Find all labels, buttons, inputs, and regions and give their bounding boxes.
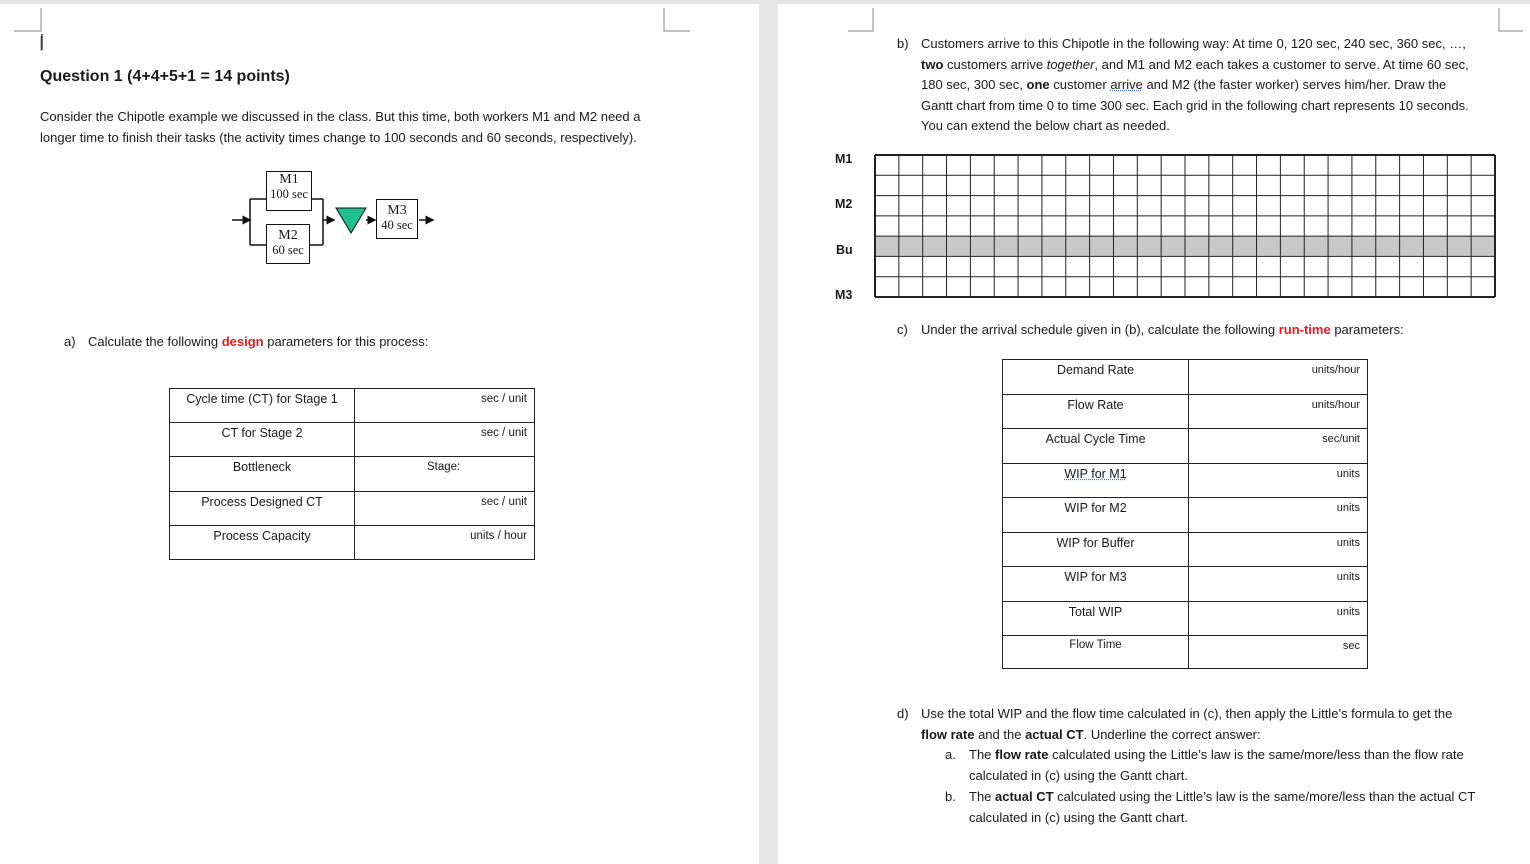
part-b-line-2 <box>921 55 1469 76</box>
m2-name: M2 <box>278 228 298 243</box>
table-row <box>1003 567 1368 602</box>
runtime-answer-cell[interactable] <box>1189 429 1368 464</box>
part-a-text-after: parameters for this process: <box>263 334 429 349</box>
design-answer-cell[interactable] <box>355 423 535 457</box>
table-row <box>1003 602 1368 636</box>
design-highlight: design <box>221 334 264 349</box>
runtime-label <box>1003 464 1189 498</box>
m3-name: M3 <box>387 203 407 218</box>
runtime-unit: units <box>1336 571 1360 583</box>
design-answer-cell[interactable] <box>355 389 535 423</box>
design-label: Process Capacity <box>170 526 355 560</box>
runtime-unit: units <box>1336 606 1360 618</box>
runtime-label: Total WIP <box>1003 602 1189 636</box>
m2-time: 60 sec <box>272 243 304 257</box>
part-c-text-before: Under the arrival schedule given in (b), calculate the following <box>921 322 1279 337</box>
part-a-prompt <box>88 332 428 353</box>
question-title: Question 1 (4+4+5+1 = 14 points) <box>40 68 290 85</box>
wip-m1-label: WIP for M1 <box>1064 467 1127 481</box>
part-b-l3-b: customer <box>1049 77 1111 92</box>
part-c-marker: c) <box>897 322 908 337</box>
runtime-answer-cell[interactable] <box>1189 395 1368 429</box>
part-b-line-4: Gantt chart from time 0 to time 300 sec. Each grid in the following chart represents 10 seconds. <box>921 98 1469 113</box>
two-bold: two <box>921 57 944 72</box>
one-bold: one <box>1026 77 1050 92</box>
runtime-answer-cell[interactable] <box>1189 360 1368 395</box>
intro-line-1: Consider the Chipotle example we discussed in the class. But this time, both workers M1 and M2 need a <box>40 109 641 124</box>
gantt-row-label-m3: M3 <box>835 288 853 302</box>
runtime-label: WIP for Buffer <box>1003 533 1189 567</box>
runtime-unit: units/hour <box>1311 364 1360 376</box>
sub-item-b-pre: The <box>969 789 996 804</box>
table-row <box>170 423 535 457</box>
runtime-answer-cell[interactable] <box>1189 567 1368 602</box>
table-row <box>170 492 535 526</box>
runtime-answer-cell[interactable] <box>1189 464 1368 498</box>
runtime-unit: sec/unit <box>1322 433 1360 445</box>
m3-station-box <box>376 199 418 239</box>
sub-item-a-line-2: calculated in (c) using the Gantt chart. <box>969 768 1188 783</box>
arrive-underlined: arrive <box>1110 77 1143 92</box>
buffer-triangle-icon <box>336 208 366 233</box>
design-label: CT for Stage 2 <box>170 423 355 457</box>
table-row <box>170 526 535 560</box>
runtime-unit: units <box>1336 537 1360 549</box>
runtime-label: Flow Rate <box>1003 395 1189 429</box>
part-b-l2-b: , and M1 and M2 each takes a customer to serve. At time 60 sec, <box>1094 57 1469 72</box>
part-b-l3-c: and M2 (the faster worker) serves him/her. Draw the <box>1142 77 1447 92</box>
crop-mark-top-left <box>14 6 44 52</box>
part-d-l2-c: . Underline the correct answer: <box>1083 727 1261 742</box>
runtime-label: Flow Time <box>1003 636 1189 669</box>
design-unit: units / hour <box>470 530 527 542</box>
design-parameters-table <box>169 388 535 560</box>
runtime-label: Actual Cycle Time <box>1003 429 1189 464</box>
table-row <box>1003 464 1368 498</box>
runtime-answer-cell[interactable] <box>1189 533 1368 567</box>
m1-name: M1 <box>279 172 299 187</box>
design-answer-cell[interactable] <box>355 526 535 560</box>
sub-item-a-marker: a. <box>945 747 956 762</box>
part-b-line-3 <box>921 75 1446 96</box>
runtime-label: WIP for M3 <box>1003 567 1189 602</box>
runtime-unit: units/hour <box>1311 399 1360 411</box>
sub-item-b-line-1 <box>969 787 1475 808</box>
page-2 <box>778 4 1530 864</box>
m1-station-box <box>266 171 312 211</box>
m1-time: 100 sec <box>270 187 308 201</box>
run-time-highlight: run-time <box>1278 322 1331 337</box>
sub-item-b-marker: b. <box>945 789 956 804</box>
table-row <box>1003 533 1368 567</box>
part-a-marker: a) <box>64 334 76 349</box>
actual-ct-bold: actual CT <box>1025 727 1084 742</box>
sub-item-a-line-1 <box>969 745 1464 766</box>
sub-item-a-bold: flow rate <box>995 747 1049 762</box>
flow-rate-bold: flow rate <box>921 727 975 742</box>
gantt-row-label-m1: M1 <box>835 152 853 166</box>
runtime-label: WIP for M2 <box>1003 498 1189 533</box>
part-b-line-5: You can extend the below chart as needed. <box>921 118 1170 133</box>
design-label: Process Designed CT <box>170 492 355 526</box>
bottleneck-stage-prefix: Stage: <box>427 461 461 473</box>
part-d-line-2 <box>921 725 1261 746</box>
design-answer-cell[interactable] <box>355 492 535 526</box>
design-unit: sec / unit <box>480 393 527 405</box>
runtime-answer-cell[interactable] <box>1189 498 1368 533</box>
intro-line-2: longer time to finish their tasks (the activity times change to 100 seconds and 60 seconds, respectively). <box>40 130 637 145</box>
runtime-answer-cell[interactable] <box>1189 636 1368 669</box>
table-row <box>170 457 535 492</box>
table-row <box>1003 360 1368 395</box>
part-d-line-1: Use the total WIP and the flow time calculated in (c), then apply the Little’s formula to get the <box>921 706 1453 721</box>
part-d-l2-a: and the <box>974 727 1026 742</box>
sub-item-a-pre: The <box>969 747 996 762</box>
gantt-row-label-buffer: Bu <box>836 243 853 257</box>
table-row <box>1003 636 1368 669</box>
part-b-l3-a: 180 sec, 300 sec, <box>921 77 1027 92</box>
m3-time: 40 sec <box>381 218 413 232</box>
part-b-marker: b) <box>897 36 909 51</box>
part-d-marker: d) <box>897 706 909 721</box>
table-row <box>1003 498 1368 533</box>
design-label: Cycle time (CT) for Stage 1 <box>170 389 355 423</box>
gantt-chart-grid[interactable] <box>873 153 1497 299</box>
crop-mark-top-left <box>848 6 876 34</box>
m2-station-box <box>266 224 310 264</box>
crop-mark-top-right <box>1497 6 1525 34</box>
gantt-row-label-m2: M2 <box>835 197 853 211</box>
design-unit: sec / unit <box>480 496 527 508</box>
together-italic: together <box>1046 57 1095 72</box>
sub-item-b-line-2: calculated in (c) using the Gantt chart. <box>969 810 1188 825</box>
part-a-text-before: Calculate the following <box>88 334 222 349</box>
runtime-unit: units <box>1336 468 1360 480</box>
crop-mark-top-right <box>662 6 692 34</box>
table-row <box>1003 429 1368 464</box>
runtime-unit: sec <box>1342 640 1360 652</box>
design-answer-cell[interactable] <box>355 457 535 492</box>
design-label: Bottleneck <box>170 457 355 492</box>
sub-item-b-post: calculated using the Little’s law is the same/more/less than the actual CT <box>1053 789 1476 804</box>
design-unit: sec / unit <box>480 427 527 439</box>
part-b-l2-a: customers arrive <box>943 57 1047 72</box>
runtime-label: Demand Rate <box>1003 360 1189 395</box>
sub-item-b-bold: actual CT <box>995 789 1054 804</box>
page-1 <box>0 4 759 864</box>
runtime-unit: units <box>1336 502 1360 514</box>
runtime-parameters-table <box>1002 359 1368 669</box>
part-c-text-after: parameters: <box>1330 322 1404 337</box>
sub-item-a-post: calculated using the Little’s law is the same/more/less than the flow rate <box>1048 747 1464 762</box>
table-row <box>170 389 535 423</box>
runtime-answer-cell[interactable] <box>1189 602 1368 636</box>
part-b-line-1: Customers arrive to this Chipotle in the following way: At time 0, 120 sec, 240 sec, 360 sec, …, <box>921 36 1466 51</box>
part-c-prompt <box>921 320 1404 341</box>
table-row <box>1003 395 1368 429</box>
